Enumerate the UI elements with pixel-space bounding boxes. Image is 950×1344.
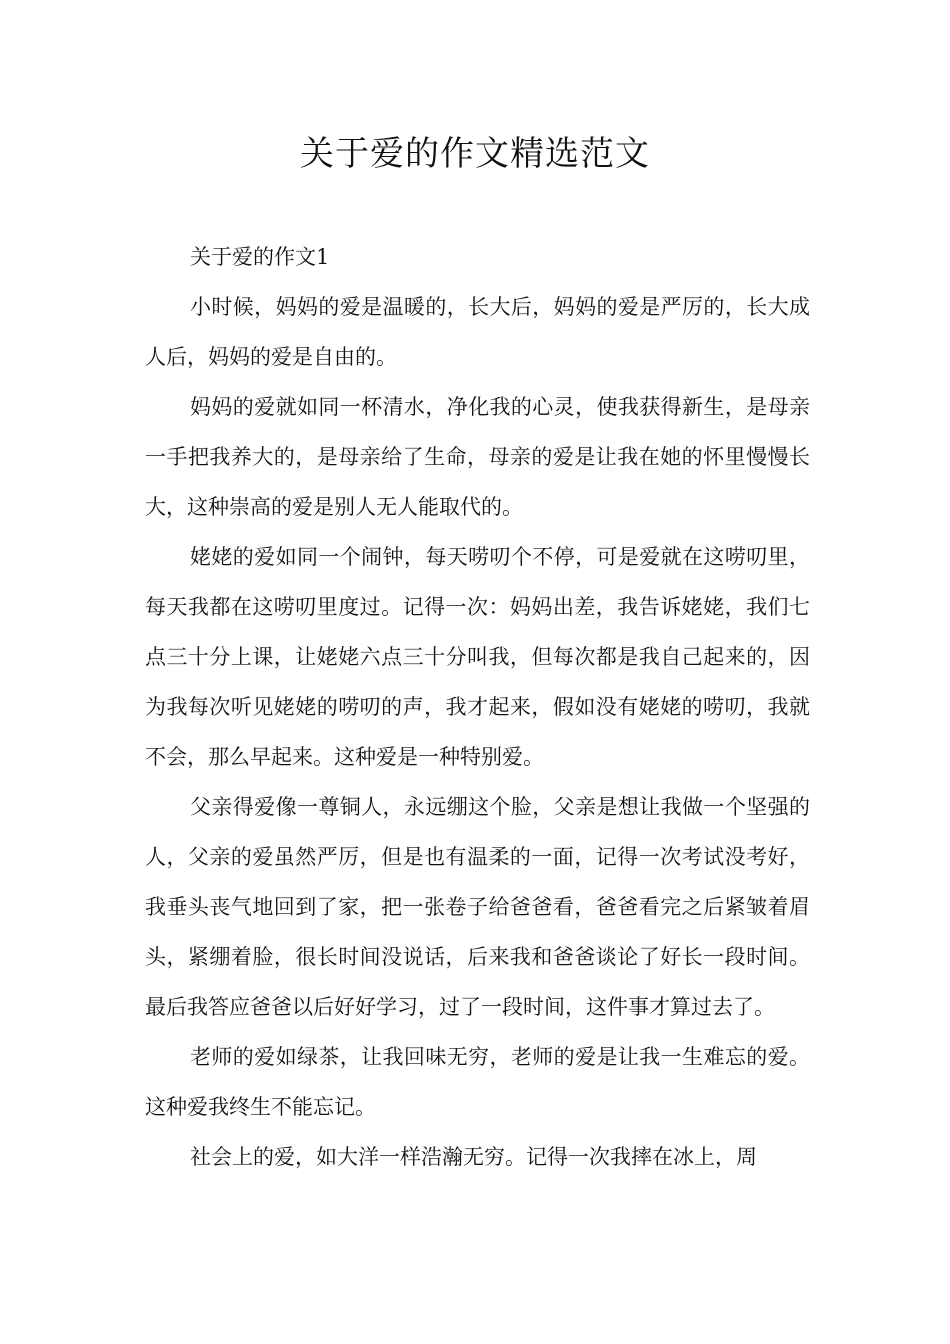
document-title: 关于爱的作文精选范文 <box>300 134 650 174</box>
paragraph-mother-love: 妈妈的爱就如同一杯清水，净化我的心灵，使我获得新生，是母亲一手把我养大的，是母亲给了生命，母亲的爱是让我在她的怀里慢慢长大，这种崇高的爱是别人无人能取代的。 <box>145 395 810 519</box>
paragraph-father-love: 父亲得爱像一尊铜人，永远绷这个脸，父亲是想让我做一个坚强的人，父亲的爱虽然严厉，但是也有温柔的一面，记得一次考试没考好，我垂头丧气地回到了家，把一张卷子给爸爸看，爸爸看完之后紧皱着眉头，紧绷着脸，很长时间没说话，后来我和爸爸谈论了好长一段时间。最后我答应爸爸以后好好学习，过了一段时间，这件事才算过去了。 <box>145 795 810 1019</box>
paragraph-teacher-love: 老师的爱如绿茶，让我回味无穷，老师的爱是让我一生难忘的爱。这种爱我终生不能忘记。 <box>145 1045 810 1119</box>
paragraph-grandmother-love: 姥姥的爱如同一个闹钟，每天唠叨个不停，可是爱就在这唠叨里，每天我都在这唠叨里度过。记得一次：妈妈出差，我告诉姥姥，我们七点三十分上课，让姥姥六点三十分叫我，但每次都是我自己起来的，因为我每次听见姥姥的唠叨的声，我才起来，假如没有姥姥的唠叨，我就不会，那么早起来。这种爱是一种特别爱。 <box>145 545 810 769</box>
essay-heading: 关于爱的作文1 <box>190 245 330 269</box>
document-body <box>145 232 810 1182</box>
paragraph-mother-stages: 小时候，妈妈的爱是温暖的，长大后，妈妈的爱是严厉的，长大成人后，妈妈的爱是自由的。 <box>145 295 810 369</box>
paragraph-society-love: 社会上的爱，如大洋一样浩瀚无穷。记得一次我摔在冰上，周 <box>190 1145 757 1169</box>
